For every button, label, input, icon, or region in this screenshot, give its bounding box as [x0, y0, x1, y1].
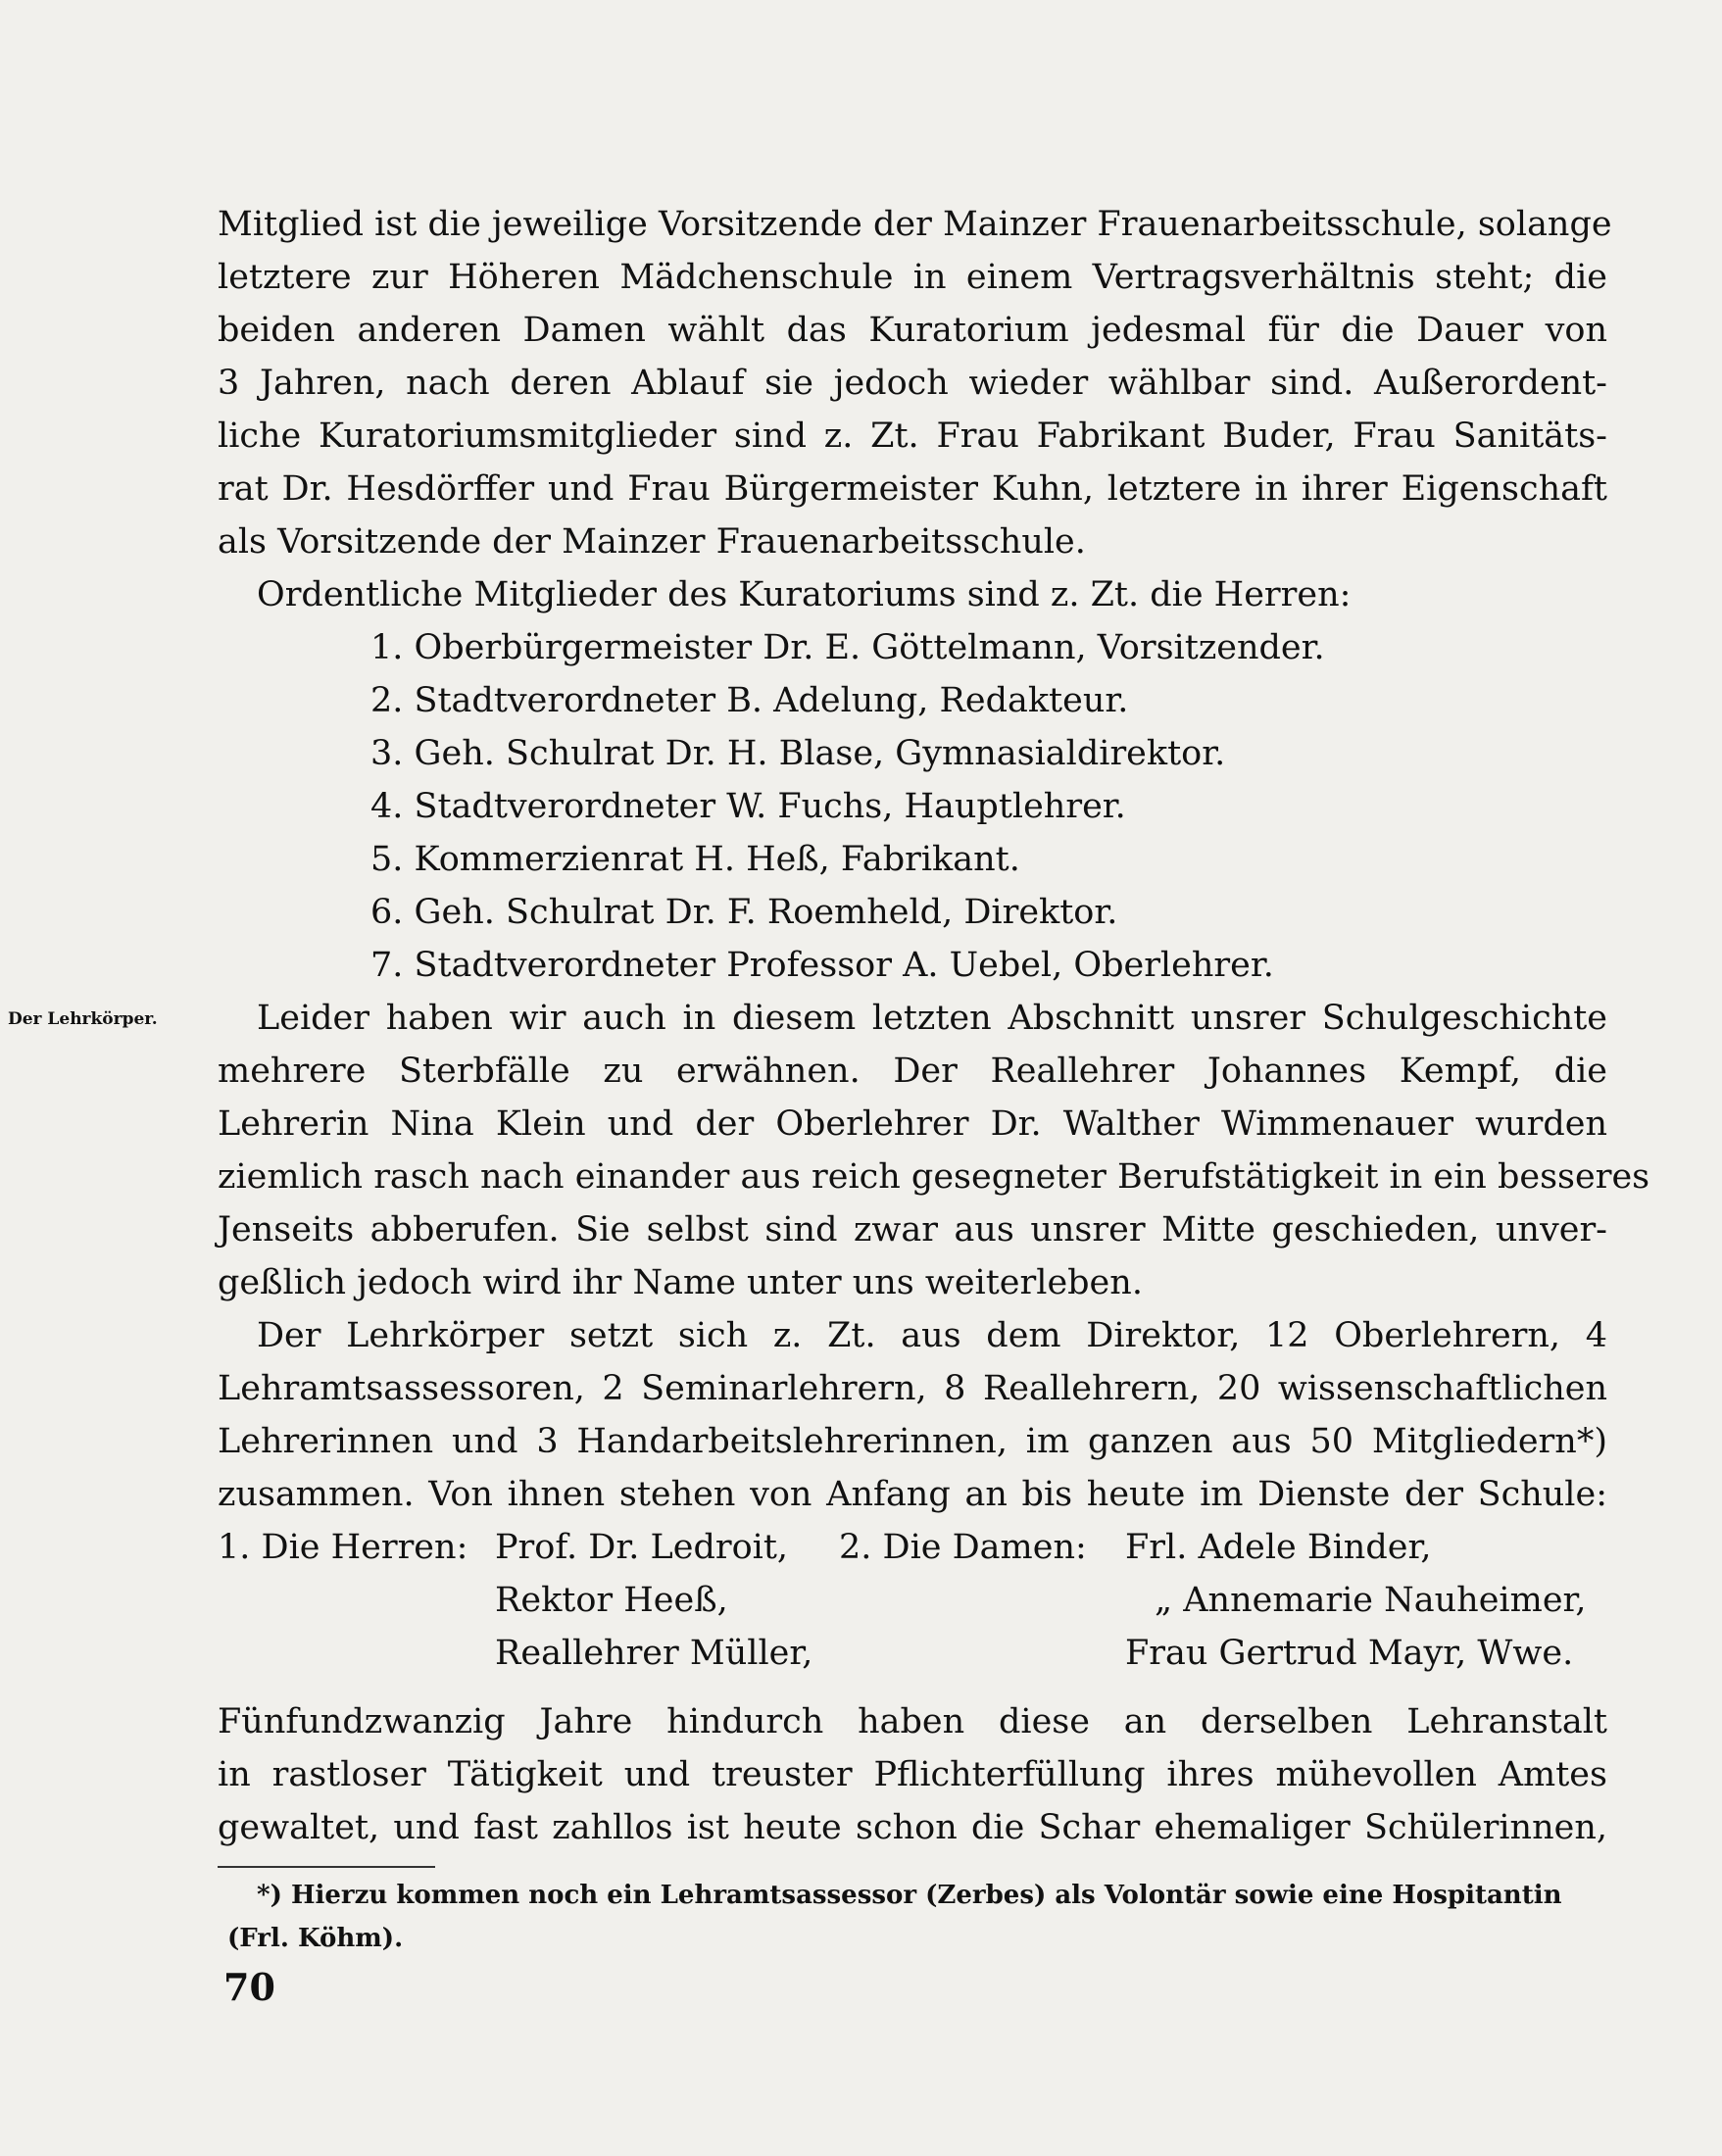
text-line: Fünfundzwanzig Jahre hindurch haben diese an derselben Lehranstalt: [218, 1702, 1607, 1741]
text-line: Lehrerinnen und 3 Handarbeitslehrerinnen, im ganzen aus 50 Mitgliedern*): [218, 1422, 1607, 1461]
staff-women-item: Frl. Adele Binder,: [1125, 1528, 1432, 1567]
text-line: in rastloser Tätigkeit und treuster Pflichterfüllung ihres mühevollen Amtes: [218, 1755, 1607, 1794]
text-line: Mitglied ist die jeweilige Vorsitzende der Mainzer Frauenarbeitsschule, solange: [218, 205, 1612, 244]
list-item: 7. Stadtverordneter Professor A. Uebel, Oberlehrer.: [370, 946, 1274, 985]
text-line: 3 Jahren, nach deren Ablauf sie jedoch wieder wählbar sind. Außerordent-: [218, 364, 1607, 403]
text-line: Der Lehrkörper setzt sich z. Zt. aus dem Direktor, 12 Oberlehrern, 4: [257, 1316, 1607, 1355]
text-line: Leider haben wir auch in diesem letzten Abschnitt unsrer Schulgeschichte: [257, 999, 1607, 1038]
text-line: Lehrerin Nina Klein und der Oberlehrer Dr. Walther Wimmenauer wurden: [218, 1104, 1607, 1144]
text-line: Jenseits abberufen. Sie selbst sind zwar aus unsrer Mitte geschieden, unver-: [218, 1210, 1607, 1250]
staff-men-item: Reallehrer Müller,: [495, 1634, 813, 1673]
staff-men-item: Prof. Dr. Ledroit,: [495, 1528, 789, 1567]
text-line: letztere zur Höheren Mädchenschule in einem Vertragsverhältnis steht; die: [218, 258, 1607, 297]
text-line: liche Kuratoriumsmitglieder sind z. Zt. Frau Fabrikant Buder, Frau Sanitäts-: [218, 416, 1607, 456]
text-line: rat Dr. Hesdörffer und Frau Bürgermeister Kuhn, letztere in ihrer Eigenschaft: [218, 469, 1607, 509]
text-line: beiden anderen Damen wählt das Kuratorium jedesmal für die Dauer von: [218, 311, 1607, 350]
list-item: 6. Geh. Schulrat Dr. F. Roemheld, Direktor.: [370, 893, 1118, 932]
staff-women-item: Frau Gertrud Mayr, Wwe.: [1125, 1634, 1574, 1673]
list-item: 3. Geh. Schulrat Dr. H. Blase, Gymnasialdirektor.: [370, 734, 1226, 773]
page-number: 70: [223, 1965, 275, 2009]
text-line: mehrere Sterbfälle zu erwähnen. Der Reallehrer Johannes Kempf, die: [218, 1052, 1607, 1091]
text-line: ziemlich rasch nach einander aus reich gesegneter Berufstätigkeit in ein besseres: [218, 1157, 1650, 1197]
staff-women-heading: 2. Die Damen:: [839, 1528, 1087, 1567]
text-line: gewaltet, und fast zahllos ist heute schon die Schar ehemaliger Schülerinnen,: [218, 1808, 1607, 1847]
members-intro: Ordentliche Mitglieder des Kuratoriums sind z. Zt. die Herren:: [257, 575, 1352, 614]
text-line: Lehramtsassessoren, 2 Seminarlehrern, 8 Reallehrern, 20 wissenschaftlichen: [218, 1369, 1607, 1408]
text-line: geßlich jedoch wird ihr Name unter uns weiterleben.: [218, 1263, 1143, 1302]
text-line: zusammen. Von ihnen stehen von Anfang an bis heute im Dienste der Schule:: [218, 1475, 1607, 1514]
margin-note: Der Lehrkörper.: [8, 1009, 158, 1029]
text-line: als Vorsitzende der Mainzer Frauenarbeitsschule.: [218, 522, 1086, 562]
footnote-line: (Frl. Köhm).: [227, 1924, 404, 1953]
staff-women-item: „ Annemarie Nauheimer,: [1155, 1581, 1587, 1620]
list-item: 5. Kommerzienrat H. Heß, Fabrikant.: [370, 840, 1020, 879]
footnote-divider: [218, 1866, 435, 1868]
staff-men-item: Rektor Heeß,: [495, 1581, 728, 1620]
list-item: 2. Stadtverordneter B. Adelung, Redakteur.: [370, 681, 1129, 720]
footnote-line: *) Hierzu kommen noch ein Lehramtsassessor (Zerbes) als Volontär sowie eine Hospitantin: [257, 1881, 1562, 1910]
list-item: 1. Oberbürgermeister Dr. E. Göttelmann, Vorsitzender.: [370, 628, 1325, 667]
staff-men-heading: 1. Die Herren:: [218, 1528, 468, 1567]
list-item: 4. Stadtverordneter W. Fuchs, Hauptlehrer.: [370, 787, 1126, 826]
